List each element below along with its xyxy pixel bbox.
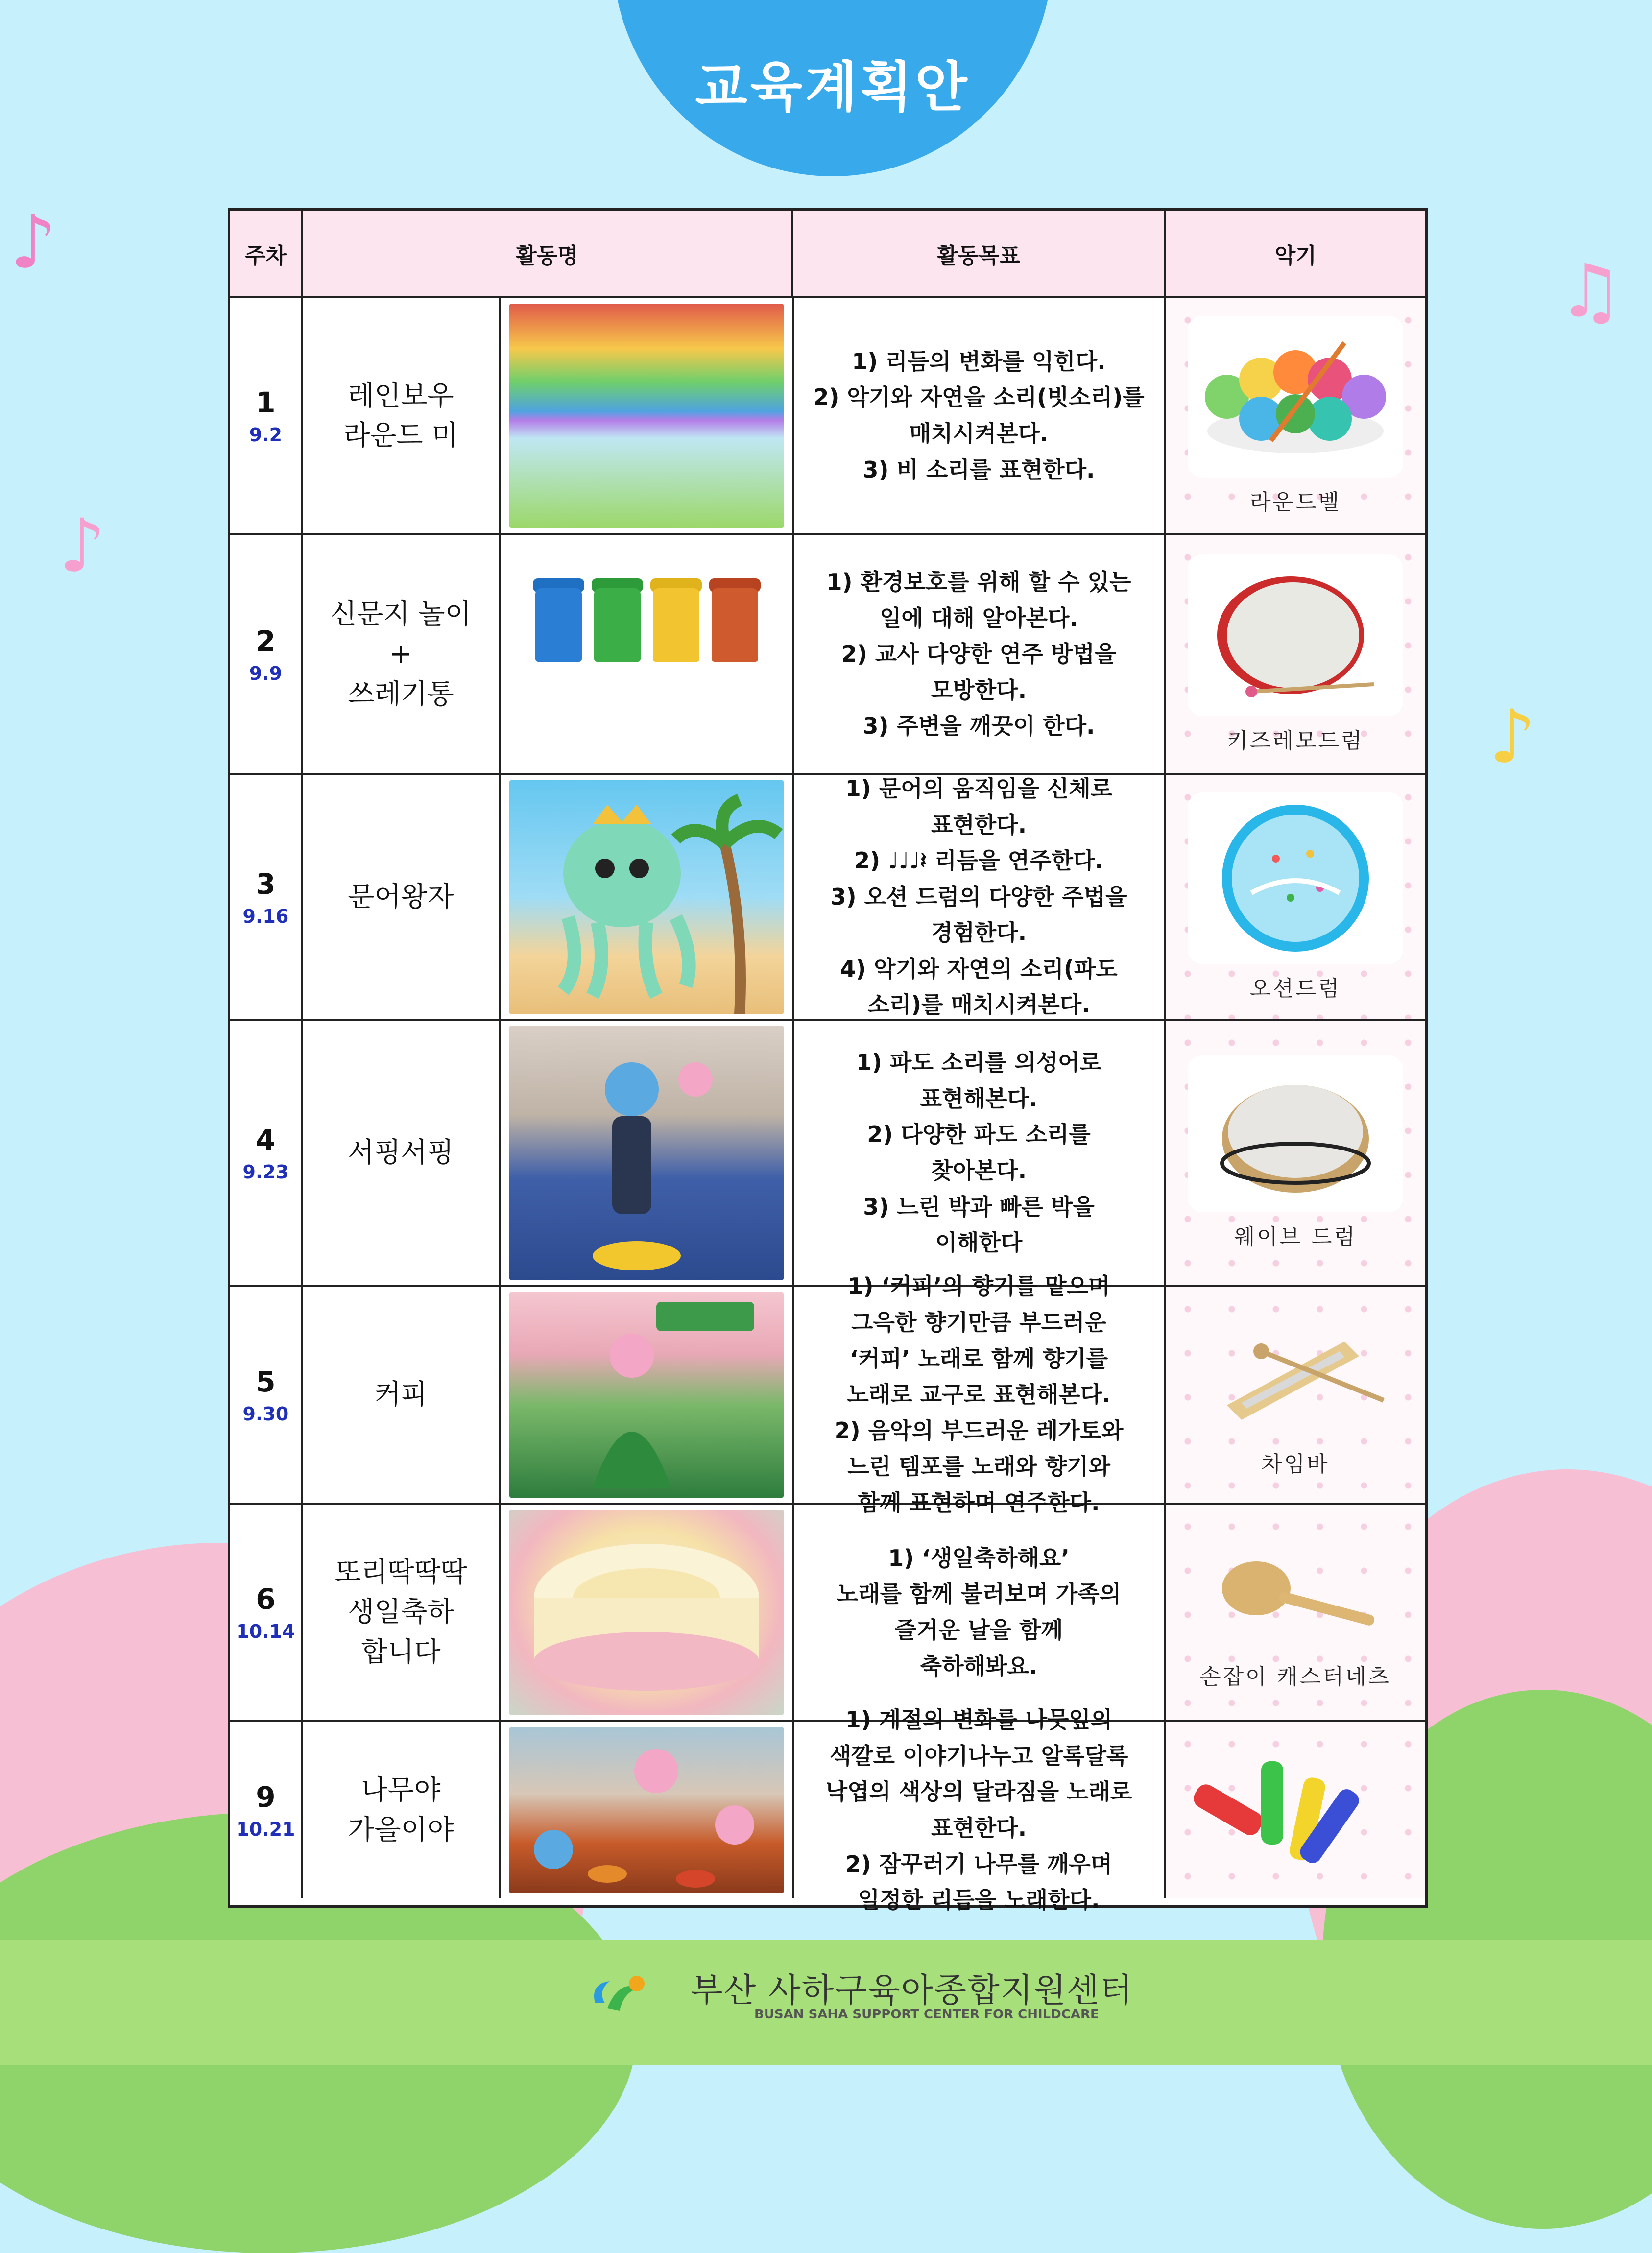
week-cell bbox=[230, 535, 303, 773]
instrument-image bbox=[1188, 316, 1403, 478]
instrument-label: 웨이브 드럼 bbox=[1234, 1224, 1357, 1249]
week-cell bbox=[230, 1287, 303, 1503]
week-date: 10.21 bbox=[236, 1819, 295, 1840]
table-row bbox=[230, 535, 1425, 775]
week-date: 10.14 bbox=[236, 1621, 295, 1642]
activity-name: 나무야 가을이야 bbox=[303, 1722, 501, 1898]
week-cell bbox=[230, 1722, 303, 1898]
week-number: 9 bbox=[256, 1780, 276, 1814]
week-number: 4 bbox=[256, 1123, 276, 1156]
activity-name: 서핑서핑 bbox=[303, 1021, 501, 1285]
table-row bbox=[230, 298, 1425, 535]
week-date: 9.9 bbox=[249, 663, 283, 684]
instrument-image bbox=[1188, 554, 1403, 716]
castanets-icon bbox=[1207, 1544, 1384, 1642]
week-number: 3 bbox=[256, 867, 276, 901]
activity-name: 커피 bbox=[303, 1287, 501, 1503]
birthday-cake-icon bbox=[509, 1510, 784, 1715]
activity-goal: 1) ‘생일축하해요’ 노래를 함께 불러보며 가족의 즐거운 날을 함께 축하해봐요. bbox=[794, 1505, 1166, 1720]
instrument-image bbox=[1188, 1747, 1403, 1874]
activity-name: 또리딱딱딱 생일축하 합니다 bbox=[303, 1505, 501, 1720]
instrument-image bbox=[1188, 1055, 1403, 1212]
ocean-drum-icon bbox=[1212, 800, 1379, 957]
week-number: 1 bbox=[256, 386, 276, 419]
activity-goal: 1) 환경보호를 위해 할 수 있는 일에 대해 알아본다. 2) 교사 다양한 연주 방법을 모방한다. 3) 주변을 깨끗이 한다. bbox=[794, 535, 1166, 773]
instrument-label: 손잡이 캐스터네츠 bbox=[1199, 1664, 1391, 1689]
activity-photo bbox=[509, 304, 784, 528]
table-row bbox=[230, 1273, 1425, 1516]
instrument-label: 차임바 bbox=[1261, 1452, 1330, 1477]
activity-photo bbox=[509, 1292, 784, 1498]
center-logo-icon bbox=[585, 1969, 649, 2018]
instrument-image bbox=[1188, 792, 1403, 964]
recycle-bin-icon bbox=[712, 588, 758, 662]
activity-goal: 1) ‘커피’의 향기를 맡으며 그윽한 향기만큼 부드러운 ‘커피’ 노래로 함께 향기를 노래로 교구로 표현해본다. 2) 음악의 부드러운 레가토와 느린 템포를 노래와 향기와 함께 표현하며 연주한다. bbox=[794, 1287, 1166, 1503]
header-week: 주차 bbox=[230, 211, 303, 296]
week-number: 5 bbox=[256, 1365, 276, 1398]
footer-center-name: 부산 사하구육아종합지원센터 bbox=[691, 1971, 1133, 2010]
week-date: 9.16 bbox=[242, 905, 289, 927]
children-autumn-leaves-icon bbox=[509, 1727, 784, 1893]
instrument-label: 라운드벨 bbox=[1249, 490, 1341, 515]
week-date: 9.23 bbox=[242, 1161, 289, 1183]
instrument-cell bbox=[1166, 1505, 1425, 1720]
activity-name: 신문지 놀이 + 쓰레기통 bbox=[303, 535, 501, 773]
footer-center-subtitle: BUSAN SAHA SUPPORT CENTER FOR CHILDCARE bbox=[754, 2007, 1099, 2022]
header-goal: 활동목표 bbox=[793, 211, 1166, 296]
recycle-bin-icon bbox=[535, 588, 582, 662]
week-date: 9.2 bbox=[249, 424, 283, 446]
table-row bbox=[230, 1505, 1425, 1722]
instrument-cell bbox=[1166, 298, 1425, 533]
page-title: 교육계획안 bbox=[695, 56, 970, 119]
activity-name: 문어왕자 bbox=[303, 775, 501, 1019]
activity-goal: 1) 계절의 변화를 나뭇잎의 색깔로 이야기나누고 알록달록 낙엽의 색상의 달라짐을 노래로 표현한다. 2) 잠꾸러기 나무를 깨우며 일정한 리듬을 노래한다. bbox=[794, 1722, 1166, 1898]
activity-goal: 1) 리듬의 변화를 익힌다. 2) 악기와 자연을 소리(빗소리)를 매치시켜본다. 3) 비 소리를 표현한다. bbox=[794, 298, 1166, 533]
music-note-icon: ♪ bbox=[10, 200, 57, 285]
week-cell bbox=[230, 1505, 303, 1720]
activity-photo bbox=[509, 1510, 784, 1715]
week-cell bbox=[230, 1021, 303, 1285]
octopus-icon bbox=[509, 780, 784, 1014]
instrument-label: 키즈레모드럼 bbox=[1227, 728, 1364, 753]
table-row bbox=[230, 1021, 1425, 1287]
child-surfing-icon bbox=[509, 1026, 784, 1280]
instrument-cell bbox=[1166, 1287, 1425, 1503]
activity-photo bbox=[509, 1026, 784, 1280]
week-number: 6 bbox=[256, 1582, 276, 1616]
instrument-cell bbox=[1166, 1021, 1425, 1285]
instrument-cell bbox=[1166, 1722, 1425, 1898]
child-coffee-shop-icon bbox=[509, 1292, 784, 1498]
hand-tambourine-icon bbox=[1188, 1751, 1403, 1869]
activity-photo-cell bbox=[501, 298, 794, 533]
instrument-cell bbox=[1166, 775, 1425, 1019]
instrument-label: 오션드럼 bbox=[1249, 976, 1341, 1001]
recycle-bin-icon bbox=[653, 588, 699, 662]
table-header bbox=[230, 211, 1425, 298]
activity-photo-cell bbox=[501, 775, 794, 1019]
activity-goal: 1) 문어의 움직임을 신체로 표현한다. 2) ♩♩♩𝄽 리듬을 연주한다. 3) 오션 드럼의 다양한 주법을 경험한다. 4) 악기와 자연의 소리(파도 소리)를 매치시켜본다. bbox=[794, 775, 1166, 1019]
activity-goal: 1) 파도 소리를 의성어로 표현해본다. 2) 다양한 파도 소리를 찾아본다. 3) 느린 박과 빠른 박을 이해한다 bbox=[794, 1021, 1166, 1285]
header-instrument: 악기 bbox=[1274, 243, 1317, 268]
activity-photo bbox=[509, 542, 784, 767]
music-note-icon: ♪ bbox=[1489, 695, 1536, 780]
instrument-cell bbox=[1166, 535, 1425, 773]
week-number: 2 bbox=[256, 624, 276, 658]
music-note-icon: ♫ bbox=[1557, 249, 1624, 334]
recycle-bin-icon bbox=[594, 588, 641, 662]
table-row bbox=[230, 775, 1425, 1021]
chime-bar-icon bbox=[1197, 1322, 1393, 1430]
table-row bbox=[230, 1706, 1425, 1914]
drum-icon bbox=[1207, 562, 1384, 709]
activity-photo-cell bbox=[501, 535, 794, 773]
instrument-image bbox=[1188, 1534, 1403, 1652]
activity-photo-cell bbox=[501, 1722, 794, 1898]
week-date: 9.30 bbox=[242, 1403, 289, 1425]
lesson-plan-table bbox=[228, 208, 1428, 1914]
activity-photo-cell bbox=[501, 1021, 794, 1285]
activity-photo bbox=[509, 780, 784, 1014]
week-cell bbox=[230, 775, 303, 1019]
instrument-image bbox=[1188, 1312, 1403, 1439]
activity-photo bbox=[509, 1727, 784, 1893]
wave-drum-icon bbox=[1217, 1065, 1374, 1202]
music-note-icon: ♪ bbox=[59, 503, 106, 589]
week-cell bbox=[230, 298, 303, 533]
activity-photo-cell bbox=[501, 1287, 794, 1503]
round-bell-icon bbox=[1197, 333, 1393, 460]
activity-name: 레인보우 라운드 미 bbox=[303, 298, 501, 533]
header-activity: 활동명 bbox=[303, 211, 793, 296]
activity-photo-cell bbox=[501, 1505, 794, 1720]
